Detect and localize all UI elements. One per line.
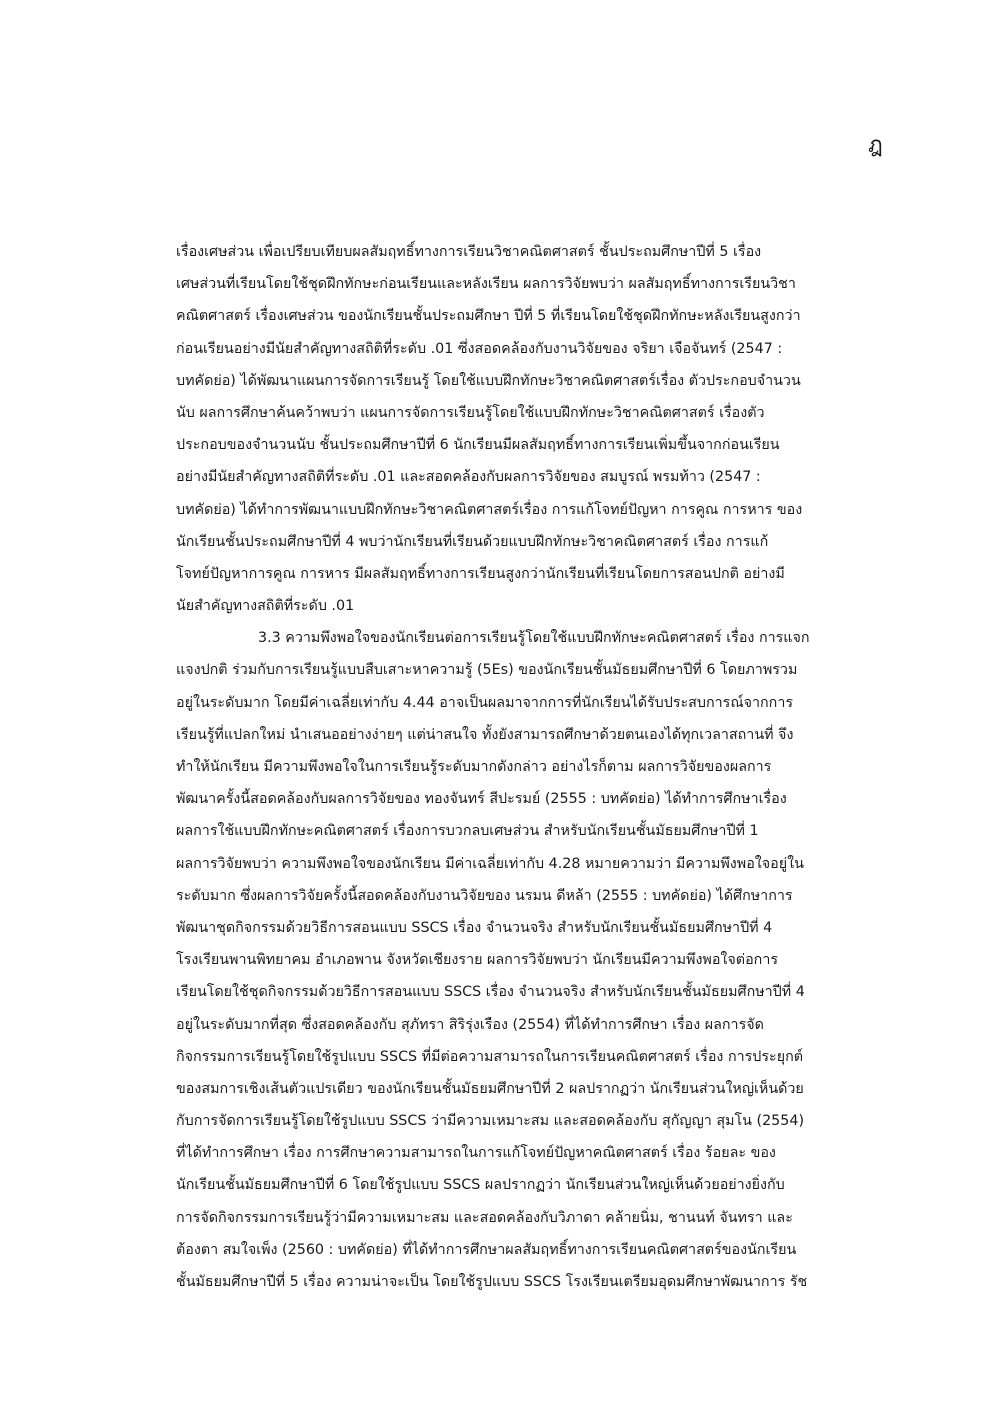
text-line: คณิตศาสตร์ เรื่องเศษส่วน ของนักเรียนชั้นประถมศึกษา ปีที่ 5 ที่เรียนโดยใช้ชุดฝึกทักษะหลังเรียนสูงกว่า (176, 308, 801, 325)
text-line: ก่อนเรียนอย่างมีนัยสำคัญทางสถิติที่ระดับ .01 ซึ่งสอดคล้องกับงานวิจัยของ จริยา เจือจันทร์ (2547 : (176, 340, 783, 357)
text-line: โรงเรียนพานพิทยาคม อำเภอพาน จังหวัดเชียงราย ผลการวิจัยพบว่า นักเรียนมีความพึงพอใจต่อการ (176, 952, 779, 969)
text-line: เรียนรู้ที่แปลกใหม่ นำเสนออย่างง่ายๆ แต่น่าสนใจ ทั้งยังสามารถศึกษาด้วยตนเองได้ทุกเวลาสถานที่ จึง (176, 726, 794, 743)
text-line: กับการจัดการเรียนรู้โดยใช้รูปแบบ SSCS ว่ามีความเหมาะสม และสอดคล้องกับ สุกัญญา สุมโน (2554) (176, 1113, 805, 1130)
text-line: ระดับมาก ซึ่งผลการวิจัยครั้งนี้สอดคล้องกับงานวิจัยของ นรมน ดีหล้า (2555 : บทคัดย่อ) ได้ศึกษาการ (176, 887, 793, 904)
text-line: บทคัดย่อ) ได้ทำการพัฒนาแบบฝึกทักษะวิชาคณิตศาสตร์เรื่อง การแก้โจทย์ปัญหา การคูณ การหาร ของ (176, 501, 803, 518)
text-line: ของสมการเชิงเส้นตัวแปรเดียว ของนักเรียนชั้นมัธยมศึกษาปีที่ 2 ผลปรากฏว่า นักเรียนส่วนใหญ่เห็นด้วย (176, 1080, 804, 1097)
text-line: อย่างมีนัยสำคัญทางสถิติที่ระดับ .01 และสอดคล้องกับผลการวิจัยของ สมบูรณ์ พรมท้าว (2547 : (176, 469, 761, 486)
text-line: เศษส่วนที่เรียนโดยใช้ชุดฝึกทักษะก่อนเรียนและหลังเรียน ผลการวิจัยพบว่า ผลสัมฤทธิ์ทางการเรียนวิชา (176, 276, 796, 293)
text-line: โจทย์ปัญหาการคูณ การหาร มีผลสัมฤทธิ์ทางการเรียนสูงกว่านักเรียนที่เรียนโดยการสอนปกติ อย่างมี (176, 565, 785, 582)
body-text (176, 236, 888, 1298)
text-line: นับ ผลการศึกษาค้นคว้าพบว่า แผนการจัดการเรียนรู้โดยใช้แบบฝึกทักษะวิชาคณิตศาสตร์ เรื่องตัว (176, 404, 765, 421)
text-line: ต้องตา สมใจเพ็ง (2560 : บทคัดย่อ) ที่ได้ทำการศึกษาผลสัมฤทธิ์ทางการเรียนคณิตศาสตร์ของนักเรียน (176, 1241, 797, 1258)
text-line: เรื่องเศษส่วน เพื่อเปรียบเทียบผลสัมฤทธิ์ทางการเรียนวิชาคณิตศาสตร์ ชั้นประถมศึกษาปีที่ 5 เรื่อง (176, 244, 762, 260)
text-line: เรียนโดยใช้ชุดกิจกรรมด้วยวิธีการสอนแบบ SSCS เรื่อง จำนวนจริง สำหรับนักเรียนชั้นมัธยมศึกษาปีที่ 4 (176, 984, 805, 1001)
text-line: แจงปกติ ร่วมกับการเรียนรู้แบบสืบเสาะหาความรู้ (5Es) ของนักเรียนชั้นมัธยมศึกษาปีที่ 6 โดยภาพรวม (176, 662, 798, 679)
text-line: ชั้นมัธยมศึกษาปีที่ 5 เรื่อง ความน่าจะเป็น โดยใช้รูปแบบ SSCS โรงเรียนเตรียมอุดมศึกษาพัฒนาการ รัช (176, 1274, 808, 1290)
text-line: ประกอบของจำนวนนับ ชั้นประถมศึกษาปีที่ 6 นักเรียนมีผลสัมฤทธิ์ทางการเรียนเพิ่มขึ้นจากก่อนเรียน (176, 437, 780, 454)
text-line: ผลการใช้แบบฝึกทักษะคณิตศาสตร์ เรื่องการบวกลบเศษส่วน สำหรับนักเรียนชั้นมัธยมศึกษาปีที่ 1 (176, 823, 759, 840)
text-line: พัฒนาชุดกิจกรรมด้วยวิธีการสอนแบบ SSCS เรื่อง จำนวนจริง สำหรับนักเรียนชั้นมัธยมศึกษาปีที่ 4 (176, 919, 773, 936)
text-line: การจัดกิจกรรมการเรียนรู้ว่ามีความเหมาะสม และสอดคล้องกับวิภาดา คล้ายนิ่ม, ชานนท์ จันทรา และ (176, 1209, 793, 1226)
text-line: นักเรียนชั้นประถมศึกษาปีที่ 4 พบว่านักเรียนที่เรียนด้วยแบบฝึกทักษะวิชาคณิตศาสตร์ เรื่อง การแก้ (176, 533, 769, 550)
text-line: นัยสำคัญทางสถิติที่ระดับ .01 (176, 598, 355, 615)
text-line: กิจกรรมการเรียนรู้โดยใช้รูปแบบ SSCS ที่มีต่อความสามารถในการเรียนคณิตศาสตร์ เรื่อง การประยุกต์ (176, 1048, 804, 1065)
text-line: อยู่ในระดับมากที่สุด ซึ่งสอดคล้องกับ สุภัทรา สิริรุ่งเรือง (2554) ที่ได้ทำการศึกษา เรื่อง ผลการจัด (176, 1016, 764, 1033)
text-line: นักเรียนชั้นมัธยมศึกษาปีที่ 6 โดยใช้รูปแบบ SSCS ผลปรากฏว่า นักเรียนส่วนใหญ่เห็นด้วยอย่างยิ่งกับ (176, 1177, 785, 1194)
text-line: พัฒนาครั้งนี้สอดคล้องกับผลการวิจัยของ ทองจันทร์ สีปะรมย์ (2555 : บทคัดย่อ) ได้ทำการศึกษาเรื่อง (176, 791, 787, 808)
text-line: อยู่ในระดับมาก โดยมีค่าเฉลี่ยเท่ากับ 4.44 อาจเป็นผลมาจากการที่นักเรียนได้รับประสบการณ์จากการ (176, 694, 794, 711)
text-line: ทำให้นักเรียน มีความพึงพอใจในการเรียนรู้ระดับมากดังกล่าว อย่างไรก็ตาม ผลการวิจัยของผลการ (176, 759, 772, 775)
text-line: บทคัดย่อ) ได้พัฒนาแผนการจัดการเรียนรู้ โดยใช้แบบฝึกทักษะวิชาคณิตศาสตร์เรื่อง ตัวประกอบจำนวน (176, 372, 801, 389)
text-line: ผลการวิจัยพบว่า ความพึงพอใจของนักเรียน มีค่าเฉลี่ยเท่ากับ 4.28 หมายความว่า มีความพึงพอใจอยู่ใน (176, 855, 804, 872)
paragraph-heading-line: 3.3 ความพึงพอใจของนักเรียนต่อการเรียนรู้โดยใช้แบบฝึกทักษะคณิตศาสตร์ เรื่อง การแจก (258, 630, 810, 647)
page-number: ฎ (868, 133, 883, 158)
text-line: ที่ได้ทำการศึกษา เรื่อง การศึกษาความสามารถในการแก้โจทย์ปัญหาคณิตศาสตร์ เรื่อง ร้อยละ ของ (176, 1145, 776, 1162)
